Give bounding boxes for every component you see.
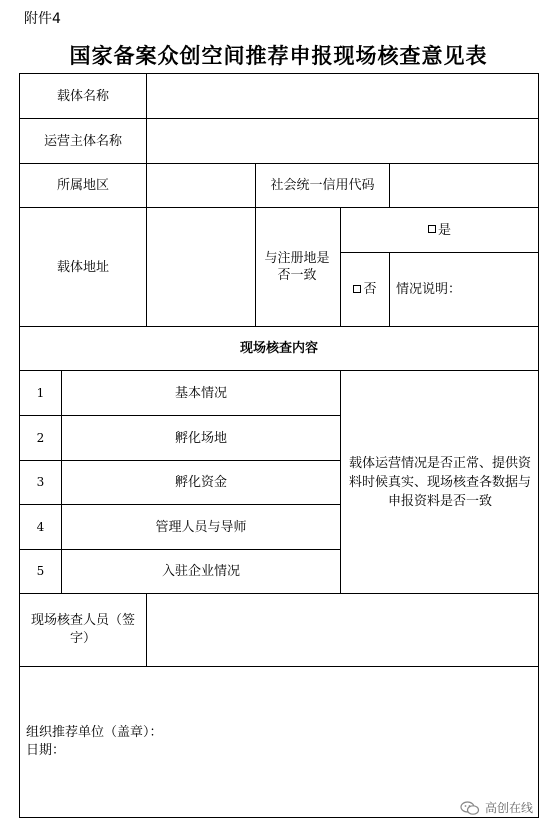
inspection-criteria: 载体运营情况是否正常、提供资料时候真实、现场核查各数据与申报资料是否一致	[348, 455, 531, 509]
credit-code-label: 社会统一信用代码	[270, 178, 375, 193]
region-label: 所属地区	[56, 178, 109, 193]
explanation-label: 情况说明：	[396, 282, 462, 297]
item-label: 管理人员与导师	[155, 519, 247, 535]
org-signoff	[26, 724, 163, 760]
watermark	[460, 799, 533, 816]
column-divider	[340, 370, 341, 594]
item-number: 5	[36, 564, 45, 578]
date-label: 日期：	[26, 743, 66, 758]
carrier-name-label: 载体名称	[56, 88, 109, 104]
no-option[interactable]	[341, 253, 389, 326]
item-label: 孵化场地	[174, 430, 227, 446]
table-border-right	[538, 73, 539, 818]
yes-option[interactable]	[341, 208, 538, 252]
attachment-label: 附件4	[24, 11, 61, 27]
region-field[interactable]	[147, 164, 255, 207]
item-number: 3	[36, 475, 45, 489]
address-label: 载体地址	[56, 259, 109, 275]
no-label: 否	[363, 282, 377, 297]
column-divider	[389, 252, 390, 327]
page-title: 国家备案众创空间推荐申报现场核查意见表	[69, 44, 488, 68]
watermark-text: 高创在线	[485, 801, 534, 815]
inspector-signature-field[interactable]	[147, 594, 538, 666]
checkbox-icon	[353, 285, 361, 293]
carrier-name-field[interactable]	[147, 74, 538, 118]
item-label: 孵化资金	[174, 475, 227, 490]
item-label: 基本情况	[174, 385, 227, 401]
row-divider	[19, 666, 539, 667]
section-title: 现场核查内容	[239, 341, 318, 356]
item-number: 4	[36, 519, 45, 534]
same-as-registered-label: 与注册地是否一致	[264, 251, 330, 283]
operator-name-field[interactable]	[147, 119, 538, 163]
item-number: 2	[36, 430, 45, 445]
checkbox-icon	[428, 225, 436, 233]
yes-label: 是	[437, 222, 451, 238]
inspector-label: 现场核查人员（签字）	[30, 613, 135, 646]
org-label: 组织推荐单位（盖章）：	[26, 725, 163, 740]
wechat-icon	[460, 801, 480, 815]
address-field[interactable]	[147, 208, 255, 326]
item-number: 1	[36, 385, 45, 400]
operator-name-label: 运营主体名称	[43, 133, 122, 149]
item-label: 入驻企业情况	[161, 564, 240, 579]
credit-code-field[interactable]	[390, 164, 538, 207]
table-border-bottom	[19, 817, 539, 818]
